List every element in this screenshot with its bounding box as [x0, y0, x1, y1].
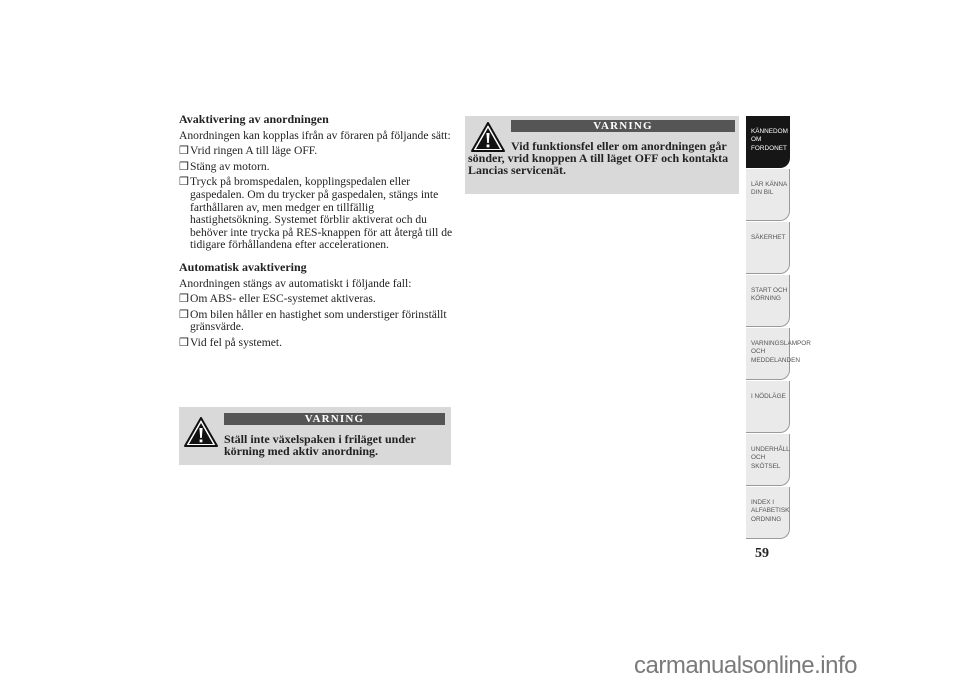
list-item-text: Vid fel på systemet.: [190, 335, 283, 349]
section-heading-automatic: Automatisk avaktivering: [179, 259, 307, 274]
warning-text: Vid funktionsfel eller om anordningen går sönder, vrid knoppen A till läget OFF och kontakta Lancias servicenät.: [468, 139, 729, 178]
tab-vehicle-knowledge[interactable]: KÄNNEDOM OM FORDONET: [746, 116, 790, 168]
list-item-text: Om ABS- eller ESC-systemet aktiveras.: [190, 292, 376, 306]
warning-triangle-icon: [184, 417, 218, 447]
left-column: [179, 113, 454, 353]
list-item-text: Om bilen håller en hastighet som understiger förinställt gränsvärde.: [190, 307, 447, 334]
warning-box-malfunction: [465, 116, 739, 194]
watermark: carmanualsonline.info: [634, 652, 857, 679]
checkbox-bullet-icon: ❒: [179, 308, 189, 321]
list-item-text: Vrid ringen A till läge OFF.: [190, 144, 318, 158]
checkbox-bullet-icon: ❒: [179, 176, 189, 189]
page-number: 59: [755, 546, 769, 561]
automatic-intro: Anordningen stängs av automatiskt i följande fall:: [179, 276, 412, 290]
list-item: [179, 309, 454, 334]
list-item: [179, 293, 454, 306]
warning-text: Ställ inte växelspaken i friläget under körning med aktiv anordning.: [224, 432, 416, 459]
list-item: [179, 145, 454, 158]
tab-maintenance[interactable]: UNDERHÅLL OCH SKÖTSEL: [746, 434, 790, 486]
list-item: [179, 161, 454, 174]
list-item-text: Stäng av motorn.: [190, 159, 270, 173]
warning-label: VARNING: [511, 120, 735, 132]
tab-emergency[interactable]: I NÖDLÄGE: [746, 381, 790, 433]
checkbox-bullet-icon: ❒: [179, 160, 189, 173]
warning-label: VARNING: [224, 413, 445, 425]
tab-alphabetical-index[interactable]: INDEX I ALFABETISK ORDNING: [746, 487, 790, 539]
deactivation-intro: Anordningen kan kopplas ifrån av föraren på följande sätt:: [179, 128, 451, 142]
list-item: [179, 176, 454, 252]
tab-start-driving[interactable]: START OCH KÖRNING: [746, 275, 790, 327]
warning-box-neutral-gear: [179, 407, 451, 465]
list-item-text: Tryck på bromspedalen, kopplingspedalen eller gaspedalen. Om du trycker på gaspedalen, stängs inte farthållaren av, men medger en tillfällig hastighetsökning. Systemet förblir aktiverat och du behöver inte trycka på RES-knappen för att återgå till de tidigare förhållandena efter accelerationen.: [190, 175, 453, 252]
tab-warning-lights[interactable]: VARNINGSLAMPOR OCH MEDDELANDEN: [746, 328, 790, 380]
section-heading-deactivation: Avaktivering av anordningen: [179, 112, 329, 126]
list-item: [179, 337, 454, 350]
checkbox-bullet-icon: ❒: [179, 293, 189, 306]
tab-safety[interactable]: SÄKERHET: [746, 222, 790, 274]
checkbox-bullet-icon: ❒: [179, 336, 189, 349]
checkbox-bullet-icon: ❒: [179, 145, 189, 158]
tab-get-to-know-car[interactable]: LÄR KÄNNA DIN BIL: [746, 169, 790, 221]
